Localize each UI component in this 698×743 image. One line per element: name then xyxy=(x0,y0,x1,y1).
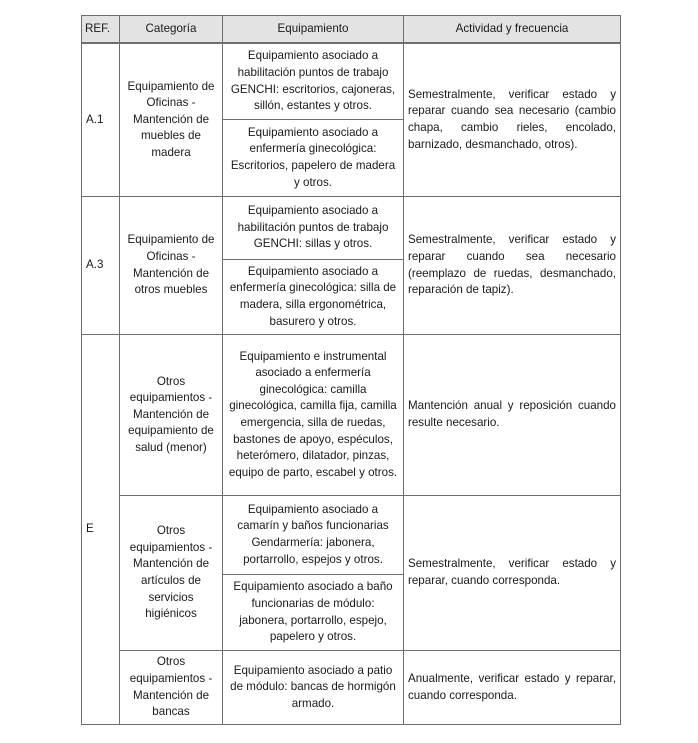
actividad-cell: Mantención anual y reposición cuando resulte necesario. xyxy=(404,335,621,496)
equipamiento-cell: Equipamiento asociado a enfermería ginecológica: Escritorios, papelero de madera y otros. xyxy=(223,120,404,197)
categoria-cell: Otros equipamientos - Mantención de artículos de servicios higiénicos xyxy=(120,496,223,651)
table-row xyxy=(82,197,621,260)
header-actividad: Actividad y frecuencia xyxy=(404,16,621,44)
categoria-cell: Otros equipamientos - Mantención de bancas xyxy=(120,651,223,725)
maintenance-table xyxy=(81,15,621,725)
header-ref: REF. xyxy=(82,16,120,44)
table-header xyxy=(82,16,621,44)
equipamiento-cell: Equipamiento asociado a camarín y baños funcionarias Gendarmería: jabonera, portarrollo, espejos y otros. xyxy=(223,496,404,575)
ref-cell: E xyxy=(82,335,120,725)
categoria-cell: Otros equipamientos - Mantención de equipamiento de salud (menor) xyxy=(120,335,223,496)
header-categoria: Categoría xyxy=(120,16,223,44)
equipamiento-cell: Equipamiento asociado a patio de módulo: bancas de hormigón armado. xyxy=(223,651,404,725)
table-row xyxy=(82,43,621,120)
equipamiento-cell: Equipamiento asociado a enfermería ginecológica: silla de madera, silla ergonométrica, basurero y otros. xyxy=(223,260,404,335)
header-row xyxy=(82,16,621,44)
equipamiento-cell: Equipamiento asociado a baño funcionarias de módulo: jabonera, portarrollo, espejo, papelero y otros. xyxy=(223,575,404,651)
categoria-cell: Equipamiento de Oficinas - Mantención de muebles de madera xyxy=(120,43,223,197)
actividad-cell: Anualmente, verificar estado y reparar, cuando corresponda. xyxy=(404,651,621,725)
ref-cell: A.1 xyxy=(82,43,120,197)
header-equipamiento: Equipamiento xyxy=(223,16,404,44)
table-row xyxy=(82,496,621,575)
table-row xyxy=(82,335,621,496)
ref-cell: A.3 xyxy=(82,197,120,335)
equipamiento-cell: Equipamiento e instrumental asociado a enfermería ginecológica: camilla ginecológica, camilla fija, camilla emergencia, silla de ruedas, bastones de apoyo, espéculos, heterómero, dilatador, pinzas, equipo de parto, escabel y otros. xyxy=(223,335,404,496)
equipamiento-cell: Equipamiento asociado a habilitación puntos de trabajo GENCHI: escritorios, cajoneras, sillón, estantes y otros. xyxy=(223,43,404,120)
categoria-cell: Equipamiento de Oficinas - Mantención de otros muebles xyxy=(120,197,223,335)
actividad-cell: Semestralmente, verificar estado y reparar cuando sea necesario (reemplazo de ruedas, desmanchado, reparación de tapiz). xyxy=(404,197,621,335)
actividad-cell: Semestralmente, verificar estado y reparar cuando sea necesario (cambio chapa, cambio rieles, encolado, barnizado, desmanchado, otros). xyxy=(404,43,621,197)
equipamiento-cell: Equipamiento asociado a habilitación puntos de trabajo GENCHI: sillas y otros. xyxy=(223,197,404,260)
table-body xyxy=(82,43,621,725)
actividad-cell: Semestralmente, verificar estado y reparar, cuando corresponda. xyxy=(404,496,621,651)
table-row xyxy=(82,651,621,725)
